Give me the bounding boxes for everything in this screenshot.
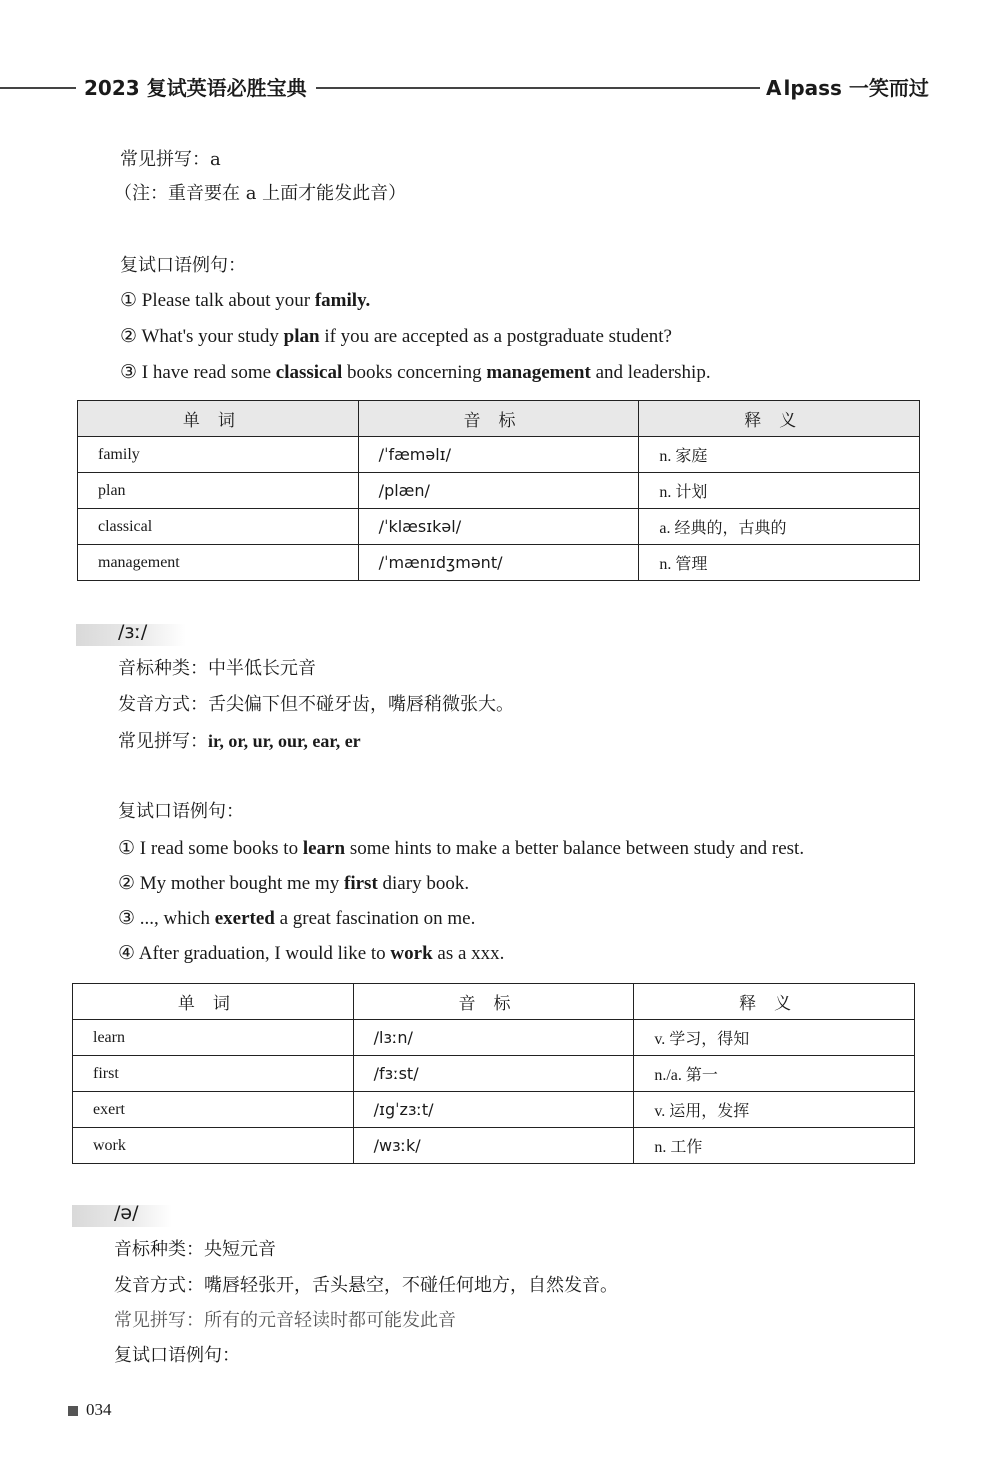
example-a-3: ③ I have read some classical books concerning management and leadership. (120, 362, 711, 383)
meaning-cell: n. 家庭 (639, 437, 920, 473)
meaning-cell: n. 管理 (639, 545, 920, 581)
table-row (73, 1092, 915, 1128)
header-phonetic: 音标 (358, 401, 639, 437)
meaning-cell: n. 计划 (639, 473, 920, 509)
table-row (78, 545, 920, 581)
page-number: 034 (86, 1400, 112, 1419)
section-heading-schwa: /ə/ (114, 1202, 139, 1224)
meaning-cell: n./a. 第一 (634, 1056, 915, 1092)
phonetic-cell: /ˈmænɪdʒmənt/ (358, 545, 639, 581)
phonetic-cell: /ɪgˈzɜːt/ (353, 1092, 634, 1128)
example-er-3: ③ ..., which exerted a great fascination on me. (118, 908, 476, 929)
pronunciation-method-schwa: 发音方式：嘴唇轻张开，舌头悬空，不碰任何地方，自然发音。 (114, 1275, 618, 1296)
word-cell: management (78, 545, 359, 581)
word-cell: classical (78, 509, 359, 545)
phonetic-type-er: 音标种类：中半低长元音 (118, 658, 316, 679)
brand-name: lpass 一笑而过 (783, 76, 929, 100)
word-cell: work (73, 1128, 354, 1164)
brand-mark-icon: A (766, 76, 782, 100)
stress-note: （注：重音要在 a 上面才能发此音） (114, 183, 407, 204)
phonetic-cell: /fɜːst/ (353, 1056, 634, 1092)
example-a-1: ① Please talk about your family. (120, 290, 371, 311)
phonetic-cell: /ˈfæməlɪ/ (358, 437, 639, 473)
meaning-cell: n. 工作 (634, 1128, 915, 1164)
table-row (78, 509, 920, 545)
header-rule-left (0, 87, 76, 89)
example-a-2: ② What's your study plan if you are accepted as a postgraduate student? (120, 326, 672, 347)
header-meaning: 释义 (639, 401, 920, 437)
book-title: 2023 复试英语必胜宝典 (84, 76, 307, 100)
example-er-2: ② My mother bought me my first diary book. (118, 873, 470, 894)
word-cell: exert (73, 1092, 354, 1128)
table-row (73, 1056, 915, 1092)
example-er-1: ① I read some books to learn some hints to make a better balance between study and rest. (118, 838, 805, 859)
phonetic-type-schwa: 音标种类：央短元音 (114, 1239, 276, 1260)
vocab-table-er (72, 983, 915, 1164)
header-word: 单词 (73, 984, 354, 1020)
word-cell: learn (73, 1020, 354, 1056)
vocab-table-a (77, 400, 920, 581)
header-phonetic: 音标 (353, 984, 634, 1020)
pronunciation-method-er: 发音方式：舌尖偏下但不碰牙齿，嘴唇稍微张大。 (118, 694, 514, 715)
meaning-cell: a. 经典的，古典的 (639, 509, 920, 545)
brand-logo (766, 72, 929, 101)
table-row (73, 1128, 915, 1164)
word-cell: first (73, 1056, 354, 1092)
examples-title-schwa: 复试口语例句： (114, 1345, 240, 1366)
example-er-4: ④ After graduation, I would like to work as a xxx. (118, 943, 505, 964)
meaning-cell: v. 运用，发挥 (634, 1092, 915, 1128)
word-cell: family (78, 437, 359, 473)
examples-title-er: 复试口语例句： (118, 801, 244, 822)
common-spelling-schwa: 常见拼写：所有的元音轻读时都可能发此音 (114, 1310, 456, 1331)
phonetic-cell: /lɜːn/ (353, 1020, 634, 1056)
table-row (78, 437, 920, 473)
examples-title-a: 复试口语例句： (120, 255, 246, 276)
phonetic-cell: /ˈklæsɪkəl/ (358, 509, 639, 545)
header-word: 单词 (78, 401, 359, 437)
section-heading-er: /ɜː/ (118, 621, 148, 643)
phonetic-cell: /wɜːk/ (353, 1128, 634, 1164)
table-row (78, 473, 920, 509)
common-spelling-er: 常见拼写：ir, or, ur, our, ear, er (118, 731, 361, 752)
meaning-cell: v. 学习，得知 (634, 1020, 915, 1056)
phonetic-cell: /plæn/ (358, 473, 639, 509)
header-meaning: 释义 (634, 984, 915, 1020)
table-row (73, 1020, 915, 1056)
word-cell: plan (78, 473, 359, 509)
page-marker-icon (68, 1406, 78, 1416)
header-rule-middle (316, 87, 760, 89)
common-spelling-a: 常见拼写：a (120, 149, 221, 170)
